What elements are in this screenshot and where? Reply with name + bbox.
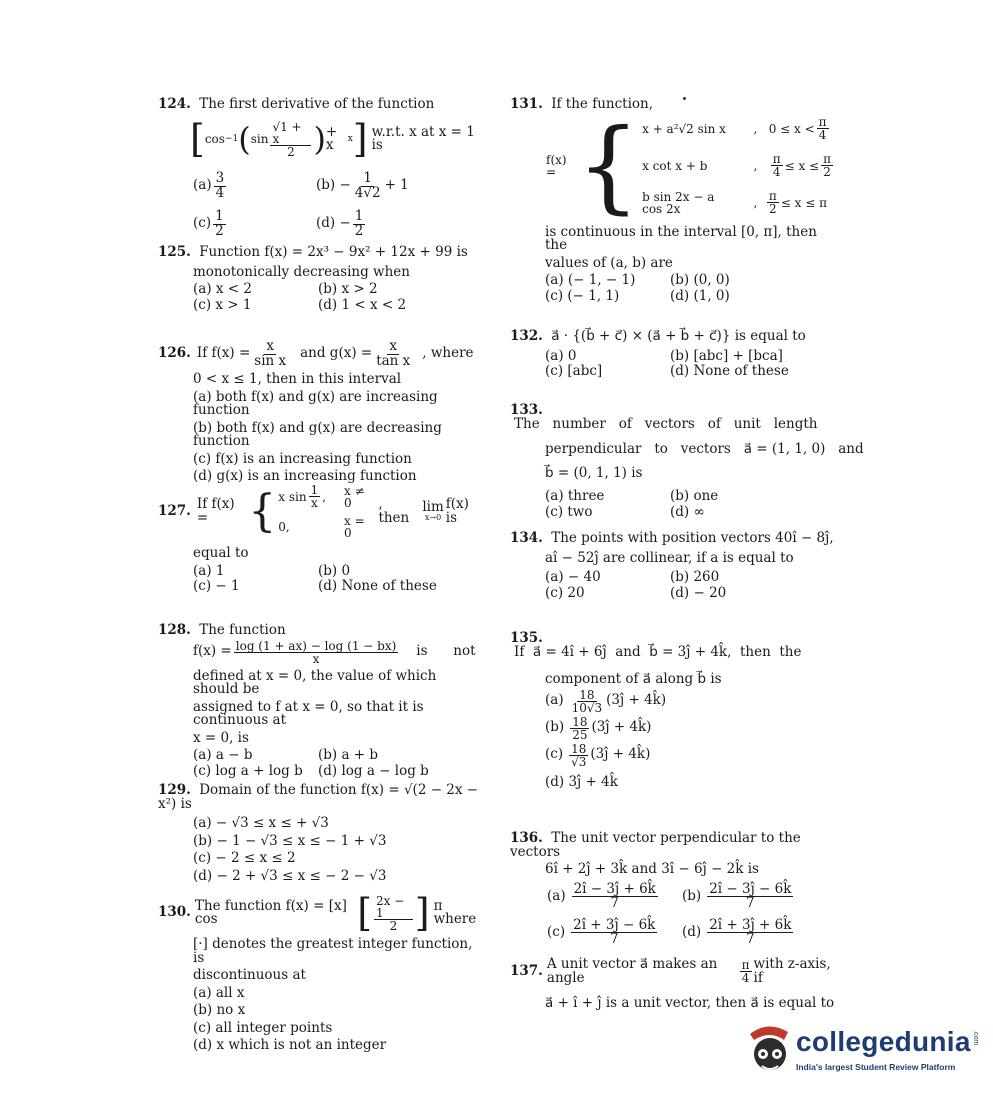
options (510, 571, 835, 600)
question-129 (158, 784, 483, 884)
option-b[interactable] (510, 716, 835, 741)
option-tail: (3ĵ + 4k̂) (590, 746, 651, 763)
fraction-num: 2î + 3ĵ + 6k̂ (709, 916, 792, 933)
fraction-num: 2î − 3ĵ − 6k̂ (709, 880, 792, 897)
fraction-den: x (310, 496, 318, 510)
question-text: with z-axis, if (753, 956, 831, 986)
question-text: and g(x) = (300, 345, 373, 362)
expr-plus: + x (325, 123, 338, 153)
cond-text: ≤ x ≤ π (780, 195, 827, 210)
option-b[interactable]: (b) − 1 − √3 ≤ x ≤ − 1 + √3 (193, 832, 387, 849)
option-label: (a) (547, 887, 566, 904)
fraction (570, 716, 589, 741)
question-number: 132. (510, 328, 543, 344)
brand-tld: .com (971, 1030, 979, 1046)
option-label: (b) (545, 719, 565, 736)
question-number: 136. (510, 830, 543, 846)
option-a[interactable]: (a) x < 2 (193, 281, 252, 297)
fraction-den: 2 (215, 222, 224, 239)
question-text-cont: b⃗ = (0, 1, 1) is (545, 464, 643, 481)
options (510, 490, 835, 519)
option-a[interactable] (193, 172, 228, 200)
question-text-cont: 6î + 2ĵ + 3k̂ and 3î − 6ĵ − 2k̂ is (545, 861, 759, 877)
question-text: , where (422, 345, 474, 362)
fraction-den: 7 (746, 931, 755, 947)
options (158, 283, 483, 312)
question-number: 125. (158, 244, 191, 260)
fraction (353, 210, 366, 238)
question-text-cont: aî − 52ĵ are collinear, if a is equal to (545, 549, 794, 566)
question-text-cont: monotonically decreasing when (193, 263, 410, 280)
fraction-den: 4 (741, 971, 750, 985)
option-c[interactable]: (c) two (545, 503, 593, 520)
question-text: , then (378, 496, 410, 526)
question-text: Function f(x) = 2x³ − 9x² + 12x + 99 is (199, 244, 468, 260)
question-number: 127. (158, 502, 191, 519)
option-c[interactable]: (c) − 1 (193, 578, 240, 594)
fraction-num: √1 + x (270, 121, 311, 146)
expr-sin: sin (250, 132, 269, 146)
option-b[interactable]: (b) (0, 0) (670, 272, 730, 288)
option-c[interactable]: (c) − 2 ≤ x ≤ 2 (193, 850, 296, 866)
fraction-den: 7 (746, 895, 755, 911)
fraction-num: 1 (363, 170, 372, 186)
fraction-den: 4 (215, 184, 225, 201)
limit (422, 498, 444, 523)
option-c[interactable]: (c) 20 (545, 584, 585, 601)
fraction-den: x (312, 651, 320, 666)
fraction-num: 18 (571, 741, 587, 756)
option-b[interactable]: (b) x > 2 (318, 281, 378, 297)
question-137 (510, 958, 835, 1028)
question-text-cont: values of (a, b) are (545, 254, 673, 271)
question-text: A unit vector a⃗ makes an angle (546, 956, 718, 986)
question-text: The first derivative of the function (199, 96, 435, 112)
function-label: f(x) = (193, 643, 232, 660)
case-2-expr: 0, (278, 520, 290, 534)
case-2-cond: , $\frac{\pi}{4}$ ≤ x ≤ $\frac{\pi}{2}$ (753, 152, 831, 179)
option-b[interactable]: (b) 260 (670, 569, 720, 585)
question-text-cont: component of a⃗ along b⃗ is (545, 671, 722, 687)
option-d[interactable]: (d) − 20 (670, 584, 727, 601)
case-expr: x sin (278, 489, 307, 504)
option-b[interactable]: (b) no x (193, 1002, 246, 1018)
question-number: 133. (510, 402, 543, 418)
question-number: 135. (510, 630, 543, 646)
options (158, 749, 483, 778)
option-a[interactable]: (a) 0 (545, 347, 577, 364)
fraction-den: 4 (772, 165, 781, 179)
right-column (510, 92, 864, 1028)
option-c[interactable] (510, 743, 835, 768)
fraction-num: x (389, 338, 398, 354)
option-b[interactable]: (b) a + b (318, 747, 379, 763)
fraction-num: 1 (215, 208, 224, 224)
question-text: If the function, (551, 96, 654, 112)
expr-fraction (270, 121, 311, 158)
option-d[interactable]: (d) x which is not an integer (193, 1037, 387, 1053)
fraction (252, 340, 288, 368)
option-label: (c) (547, 923, 566, 940)
option-label: (d) (682, 923, 702, 940)
fraction (572, 880, 658, 911)
question-text-cont: [·] denotes the greatest integer function, is (193, 936, 473, 966)
option-c[interactable]: (c) [abc] (545, 363, 603, 379)
lim-text: lim (422, 498, 444, 515)
question-number: 131. (510, 96, 543, 112)
fraction-den: 2 (354, 222, 364, 239)
question-text: If f(x) = (196, 496, 235, 526)
option-tail: + 1 (384, 177, 409, 194)
fraction-den: 10√3 (571, 700, 603, 715)
expr-cos: cos (204, 132, 225, 146)
question-text-cont: 0 < x ≤ 1, then in this interval (193, 371, 402, 387)
options (510, 274, 835, 303)
question-text-cont: assigned to f at x = 0, so that it is continuous at (193, 698, 424, 728)
lim-sub: x→0 (424, 513, 442, 523)
fraction-den: tan x (376, 352, 411, 369)
fraction-num: π (768, 189, 777, 203)
fraction-den: 2 (389, 918, 398, 933)
fraction (571, 916, 657, 947)
mascot-icon (740, 1020, 796, 1084)
fraction-num: 2î + 3ĵ − 6k̂ (573, 916, 656, 933)
bracket-close: ] (352, 117, 368, 161)
options (510, 880, 835, 947)
fraction (707, 916, 793, 947)
option-d[interactable]: (d) 3ĵ + 4k̂ (545, 773, 618, 790)
option-a[interactable]: (a) (− 1, − 1) (545, 272, 636, 288)
question-text: The unit vector perpendicular to the vectors (510, 830, 801, 860)
question-text: π where (433, 897, 477, 927)
option-a[interactable] (547, 880, 682, 911)
question-text: The function f(x) = [x] cos (194, 897, 347, 927)
question-134 (510, 532, 835, 622)
fraction (570, 689, 605, 714)
paren-close: ) (313, 120, 326, 158)
fraction-den: 7 (609, 931, 619, 947)
case-1-expr: x sin $\frac{1}{x}$ , (278, 483, 327, 510)
fraction (569, 743, 588, 768)
fraction-num: 18 (572, 714, 588, 729)
option-a[interactable]: (a) both f(x) and g(x) are increasing function (193, 388, 438, 418)
option-a[interactable]: (a) three (545, 488, 605, 504)
fraction-num: 18 (579, 687, 595, 702)
option-c[interactable]: (c) x > 1 (193, 296, 252, 313)
fraction (374, 340, 412, 368)
question-text: Domain of the function f(x) = √(2 − 2x − x²) is (158, 782, 479, 812)
fraction-den: 4√2 (354, 184, 381, 201)
question-number: 128. (158, 622, 191, 638)
option-d[interactable]: (d) g(x) is an increasing function (193, 468, 417, 484)
option-c[interactable]: (c) f(x) is an increasing function (193, 450, 412, 467)
fraction-num: 1 (354, 208, 364, 224)
question-128 (158, 624, 483, 782)
option-label: (a) (545, 692, 564, 709)
option-d[interactable]: (d) (1, 0) (670, 287, 730, 304)
bracket-open: [ (190, 117, 205, 161)
fraction-num: 3 (215, 170, 225, 186)
option-b[interactable]: (b) one (670, 488, 719, 504)
question-text: The function (199, 622, 286, 638)
fraction (353, 172, 383, 200)
option-d[interactable]: (d) 1 < x < 2 (318, 296, 407, 313)
fraction-num: π (818, 115, 827, 129)
option-a[interactable]: (a) 1 (193, 562, 225, 579)
option-label: (c) (545, 746, 564, 763)
expression (190, 117, 483, 161)
fraction-num: π (772, 152, 781, 166)
fraction (821, 153, 833, 178)
option-d[interactable]: (d) ∞ (670, 503, 705, 520)
question-132 (510, 330, 835, 390)
option-c[interactable] (193, 210, 228, 238)
fraction-num: π (823, 152, 831, 166)
question-text-cont: perpendicular to vectors a⃗ = (1, 1, 0) and (545, 441, 864, 457)
fraction (767, 190, 779, 215)
option-b[interactable]: (b) [abc] + [bca] (670, 347, 783, 364)
piecewise-function (546, 106, 835, 224)
fraction-num: 2î − 3ĵ + 6k̂ (573, 880, 656, 897)
question-number: 134. (510, 530, 543, 546)
question-text: f(x) is (445, 496, 469, 526)
piecewise-cases (642, 116, 835, 215)
paren-open: ( (238, 120, 251, 158)
question-number: 126. (158, 345, 191, 362)
fraction-den: 4 (818, 128, 827, 142)
bracket-open: [ (357, 891, 373, 935)
option-d[interactable]: (d) − 2 + √3 ≤ x ≤ − 2 − √3 (193, 867, 387, 884)
option-d[interactable] (316, 210, 367, 238)
question-text-cont: defined at x = 0, the value of which should be (193, 667, 437, 697)
question-text-cont: a⃗ + î + ĵ is a unit vector, then a⃗ is equal to (545, 995, 835, 1011)
option-b[interactable] (682, 880, 835, 911)
brace: { (248, 485, 277, 537)
option-label: (a) (193, 177, 212, 194)
fraction-num: 2x − 1 (374, 895, 413, 920)
question-number: 130. (158, 904, 191, 921)
option-c[interactable] (547, 916, 682, 947)
question-130 (158, 891, 483, 1064)
case-1-expr: x + a²√2 sin x (642, 121, 726, 136)
question-text: The points with position vectors 40î − 8ĵ, (551, 530, 834, 546)
question-133 (510, 402, 864, 522)
bracket-close: ] (414, 891, 430, 935)
option-b[interactable]: (b) 0 (318, 562, 351, 579)
fraction-den: 7 (610, 895, 620, 911)
fraction-den: √3 (571, 754, 587, 769)
question-131 (510, 98, 835, 326)
question-126 (158, 338, 483, 484)
fraction-num: log (1 + ax) − log (1 − bx) (235, 638, 397, 653)
fraction (214, 172, 227, 200)
option-a[interactable] (510, 689, 835, 714)
question-text-cont: equal to (193, 545, 249, 561)
fraction-den: sin x (254, 352, 287, 369)
question-135 (510, 632, 835, 822)
option-c[interactable]: (c) all integer points (193, 1019, 333, 1036)
option-label: (b) (682, 887, 702, 904)
question-text: is not (416, 643, 476, 660)
option-d[interactable] (682, 916, 835, 947)
question-text: The number of vectors of unit length (514, 415, 818, 432)
case-2-cond: x = 0 (344, 514, 365, 540)
function-label: f(x) = (546, 152, 567, 179)
question-text: a⃗ · {(b⃗ + c⃗) × (a⃗ + b⃗ + c⃗)} is equal to (551, 328, 806, 344)
question-125 (158, 246, 483, 326)
option-b[interactable]: (b) both f(x) and g(x) are decreasing function (193, 419, 442, 449)
left-column (158, 92, 483, 1064)
option-b[interactable] (316, 172, 409, 200)
brand-tagline: India's largest Student Review Platform (796, 1062, 956, 1072)
fraction-num: x (266, 338, 274, 354)
option-label: (c) (193, 215, 212, 232)
fraction-den: 2 (769, 202, 777, 216)
option-label: (d) − (316, 215, 351, 232)
question-text-cont: x = 0, is (193, 729, 249, 746)
option-a[interactable]: (a) − 40 (545, 569, 601, 585)
options (510, 347, 835, 379)
case-3-cond: , $\frac{\pi}{2}$ ≤ x ≤ π (753, 189, 827, 216)
question-127 (158, 484, 483, 622)
cond-text: ≤ x ≤ (784, 158, 820, 173)
option-tail: (3ĵ + 4k̂) (606, 692, 667, 709)
question-136 (510, 832, 835, 954)
option-d[interactable]: (d) None of these (318, 578, 437, 594)
option-a[interactable]: (a) − √3 ≤ x ≤ + √3 (193, 815, 329, 831)
question-number: 137. (510, 962, 543, 979)
fraction (309, 484, 321, 509)
fraction-num: π (741, 958, 750, 972)
option-label: (b) − (316, 177, 351, 194)
fraction (374, 895, 413, 932)
expr-sup: −1 (224, 133, 239, 144)
options (158, 562, 483, 594)
piecewise-cases (278, 484, 372, 539)
question-text: If a⃗ = 4î + 6ĵ and b⃗ = 3ĵ + 4k̂, then the (514, 643, 802, 660)
brand-name: collegedunia (796, 1026, 971, 1057)
question-text: If f(x) = (196, 345, 251, 362)
option-c[interactable]: (c) log a + log b (193, 762, 303, 779)
option-c[interactable]: (c) (− 1, 1) (545, 287, 620, 304)
option-a[interactable]: (a) a − b (193, 747, 253, 763)
expr-tail: w.r.t. x at x = 1 is (371, 123, 475, 153)
expr-xsup: x (347, 133, 353, 144)
option-d[interactable]: (d) None of these (670, 363, 789, 379)
case-2-expr: x cot x + b (642, 158, 708, 173)
question-number: 124. (158, 96, 191, 112)
fraction (234, 640, 399, 665)
fraction (771, 153, 783, 178)
question-number: 129. (158, 782, 191, 798)
case-3-expr: b sin 2x − a cos 2x (642, 189, 715, 216)
option-d[interactable]: (d) log a − log b (318, 762, 429, 779)
fraction-den: 25 (572, 727, 588, 742)
fraction (707, 880, 793, 911)
option-tail: (3ĵ + 4k̂) (591, 719, 652, 736)
fraction-num: 1 (310, 483, 319, 497)
fraction (213, 210, 226, 238)
fraction (817, 116, 829, 141)
fraction-den: 2 (823, 165, 831, 179)
collegedunia-logo[interactable] (740, 1020, 979, 1090)
fraction-den: 2 (287, 144, 295, 159)
question-124 (158, 92, 483, 239)
brace: { (576, 106, 641, 224)
case-1-cond: x ≠ 0 (344, 483, 365, 510)
option-a[interactable]: (a) all x (193, 984, 245, 1001)
question-text-cont: is continuous in the interval [0, π], then the (545, 223, 817, 253)
question-text-cont: discontinuous at (193, 967, 306, 983)
cond-text: 0 ≤ x < (768, 121, 815, 136)
case-1-cond: , 0 ≤ x < $\frac{\pi}{4}$ (753, 115, 827, 142)
fraction (740, 959, 752, 984)
